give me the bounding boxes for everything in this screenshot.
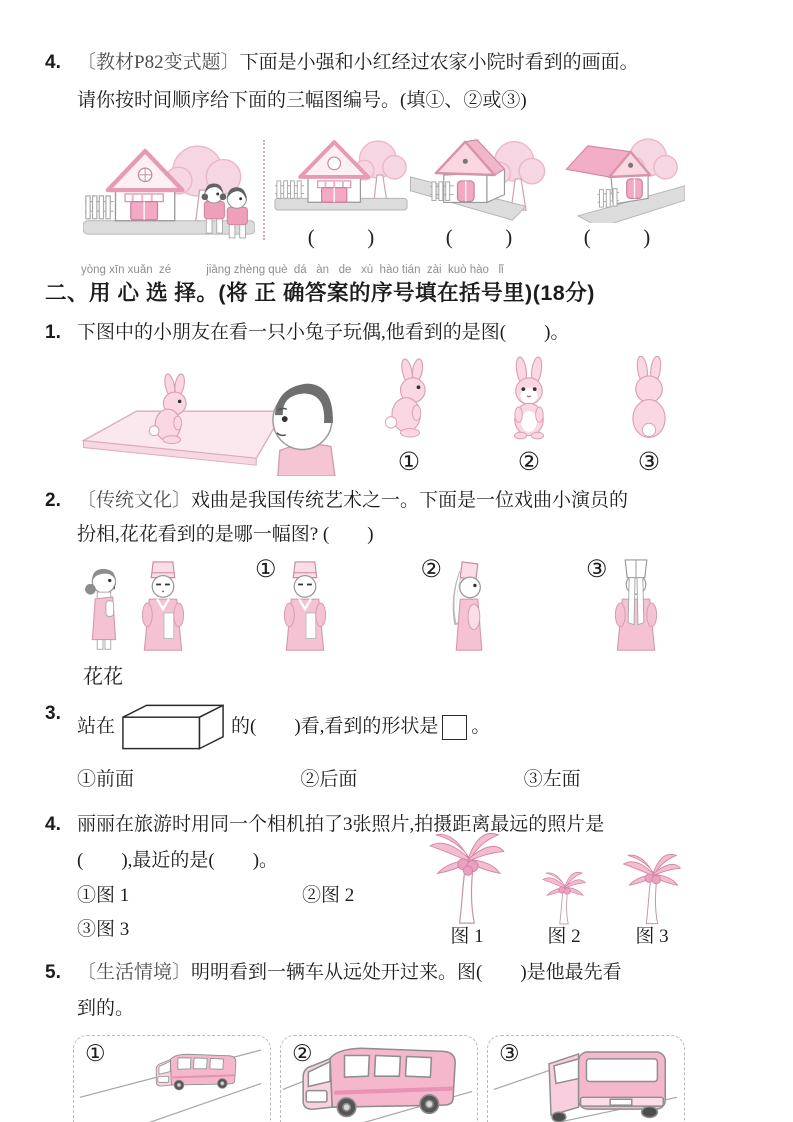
house-photo-1	[273, 130, 409, 250]
option-mark: ②	[292, 1041, 313, 1066]
huahua-girl-side-view	[83, 566, 123, 658]
question-text-line1: 〔传统文化〕戏曲是我国传统艺术之一。下面是一位戏曲小演员的	[77, 490, 629, 511]
option-pic2: ②图 2	[302, 885, 355, 906]
question-tag: 〔传统文化〕	[77, 490, 192, 511]
van-panel-3	[487, 1035, 685, 1122]
question-number: 4.	[45, 52, 61, 73]
question-text-line2: 到的。	[77, 998, 135, 1019]
question-text: 下图中的小朋友在看一只小兔子玩偶,他看到的是图( )。	[77, 322, 570, 343]
fence	[85, 196, 114, 219]
question-number: 5.	[45, 962, 61, 983]
option-back: ②后面	[300, 769, 358, 790]
house-angle-left-illustration	[549, 130, 685, 223]
shape-answer-box	[442, 715, 467, 740]
question-number: 4.	[45, 814, 61, 835]
option-mark: ②	[420, 557, 443, 583]
answer-blank: ( )	[583, 225, 651, 249]
answer-blank: ( )	[307, 225, 375, 249]
house-front-illustration	[273, 130, 409, 223]
performer-back-option	[612, 558, 660, 658]
bunny-option-1	[376, 356, 442, 476]
house-angle-right-illustration	[409, 130, 549, 223]
question-text-line1: 丽丽在旅游时用同一个相机拍了3张照片,拍摄距离最远的照片是	[77, 814, 605, 835]
option-mark: ①	[397, 449, 421, 476]
question-text: 站在 的( )看,看到的形状是 。	[77, 695, 747, 759]
house	[108, 151, 183, 221]
palm-tree-small	[541, 872, 587, 925]
van-panel-1	[73, 1035, 271, 1122]
question-text-line2: 请你按时间顺序给下面的三幅图编号。(填①、②或③)	[77, 90, 527, 111]
bunny-side-view	[376, 356, 442, 446]
bunny-back-view	[616, 356, 682, 446]
question-number: 2.	[45, 490, 61, 511]
fence	[275, 181, 304, 198]
question-2	[45, 484, 747, 552]
tree-label: 图 2	[547, 926, 581, 947]
bunny-option-3	[616, 356, 682, 476]
house-scenes-row	[83, 130, 747, 250]
question-4	[45, 807, 747, 947]
van-panels-row	[73, 1035, 747, 1122]
performer-side-option	[446, 558, 494, 658]
section-title: 二、用 心 选 择。(将 正 确答案的序号填在括号里)(18分)	[45, 281, 595, 305]
question-text-line2: 扮相,花花看到的是哪一幅图? ( )	[77, 524, 374, 545]
palm-tree-2	[541, 872, 587, 949]
boy-looking-at-bunny-illustration	[73, 366, 358, 476]
question-3	[45, 695, 747, 759]
huahua-label: 花花	[83, 666, 123, 688]
question-text-line1: 〔教材P82变式题〕下面是小强和小红经过农家小院时看到的画面。	[77, 52, 639, 73]
opera-performer-front-view	[139, 558, 187, 658]
answer-blank: ( )	[445, 225, 513, 249]
question-text-line2: ( ),最近的是( )。	[77, 850, 279, 871]
question-s1-4	[45, 44, 747, 120]
bunny-row	[73, 356, 747, 476]
option-front: ①前面	[77, 769, 135, 790]
cuboid-illustration	[119, 701, 227, 753]
question-tag: 〔教材P82变式题〕	[77, 52, 240, 73]
opera-option-3	[586, 558, 660, 658]
q3-options	[77, 763, 747, 797]
option-mark: ③	[586, 557, 608, 583]
bunny-option-2	[496, 356, 562, 476]
option-mark: ③	[637, 449, 661, 476]
opera-option-2	[421, 558, 495, 658]
option-pic3: ③图 3	[77, 919, 130, 940]
opera-option-1	[255, 558, 329, 658]
question-number: 1.	[45, 322, 61, 343]
farmhouse-scene-illustration	[83, 136, 255, 250]
palm-tree-1	[427, 833, 507, 949]
palm-tree-large	[427, 833, 507, 925]
section-pinyin: yòng xīn xuǎn zé jiāng zhèng què dá àn de xù hào tián zài kuò hào lǐ	[81, 264, 504, 276]
fence	[430, 182, 453, 201]
huahua-group	[83, 558, 187, 689]
question-text-line1: 〔生活情境〕明明看到一辆车从远处开过来。图( )是他最先看	[77, 962, 622, 983]
option-mark: ①	[255, 557, 277, 583]
house-photo-2	[409, 130, 549, 250]
opera-row	[83, 558, 747, 689]
option-mark: ①	[85, 1041, 106, 1066]
house-photo-3	[549, 130, 685, 250]
house	[300, 142, 368, 202]
performer-front-option	[281, 558, 329, 658]
palm-trees-group	[427, 833, 727, 949]
van-panel-2	[280, 1035, 478, 1122]
palm-tree-3	[621, 854, 683, 949]
tree-label: 图 1	[450, 926, 484, 947]
question-number: 3.	[45, 703, 61, 724]
palm-tree-medium	[621, 854, 683, 925]
option-pic1: ①图 1	[77, 885, 130, 906]
boy	[273, 384, 335, 476]
bunny-front-view	[496, 356, 562, 446]
question-5	[45, 955, 747, 1027]
question-1	[45, 314, 747, 352]
option-mark: ③	[499, 1041, 520, 1066]
option-mark: ②	[517, 449, 541, 476]
tree-label: 图 3	[635, 926, 669, 947]
option-left: ③左面	[523, 769, 581, 790]
question-tag: 〔生活情境〕	[77, 962, 192, 983]
fence	[598, 189, 619, 207]
dashed-separator	[263, 140, 265, 240]
